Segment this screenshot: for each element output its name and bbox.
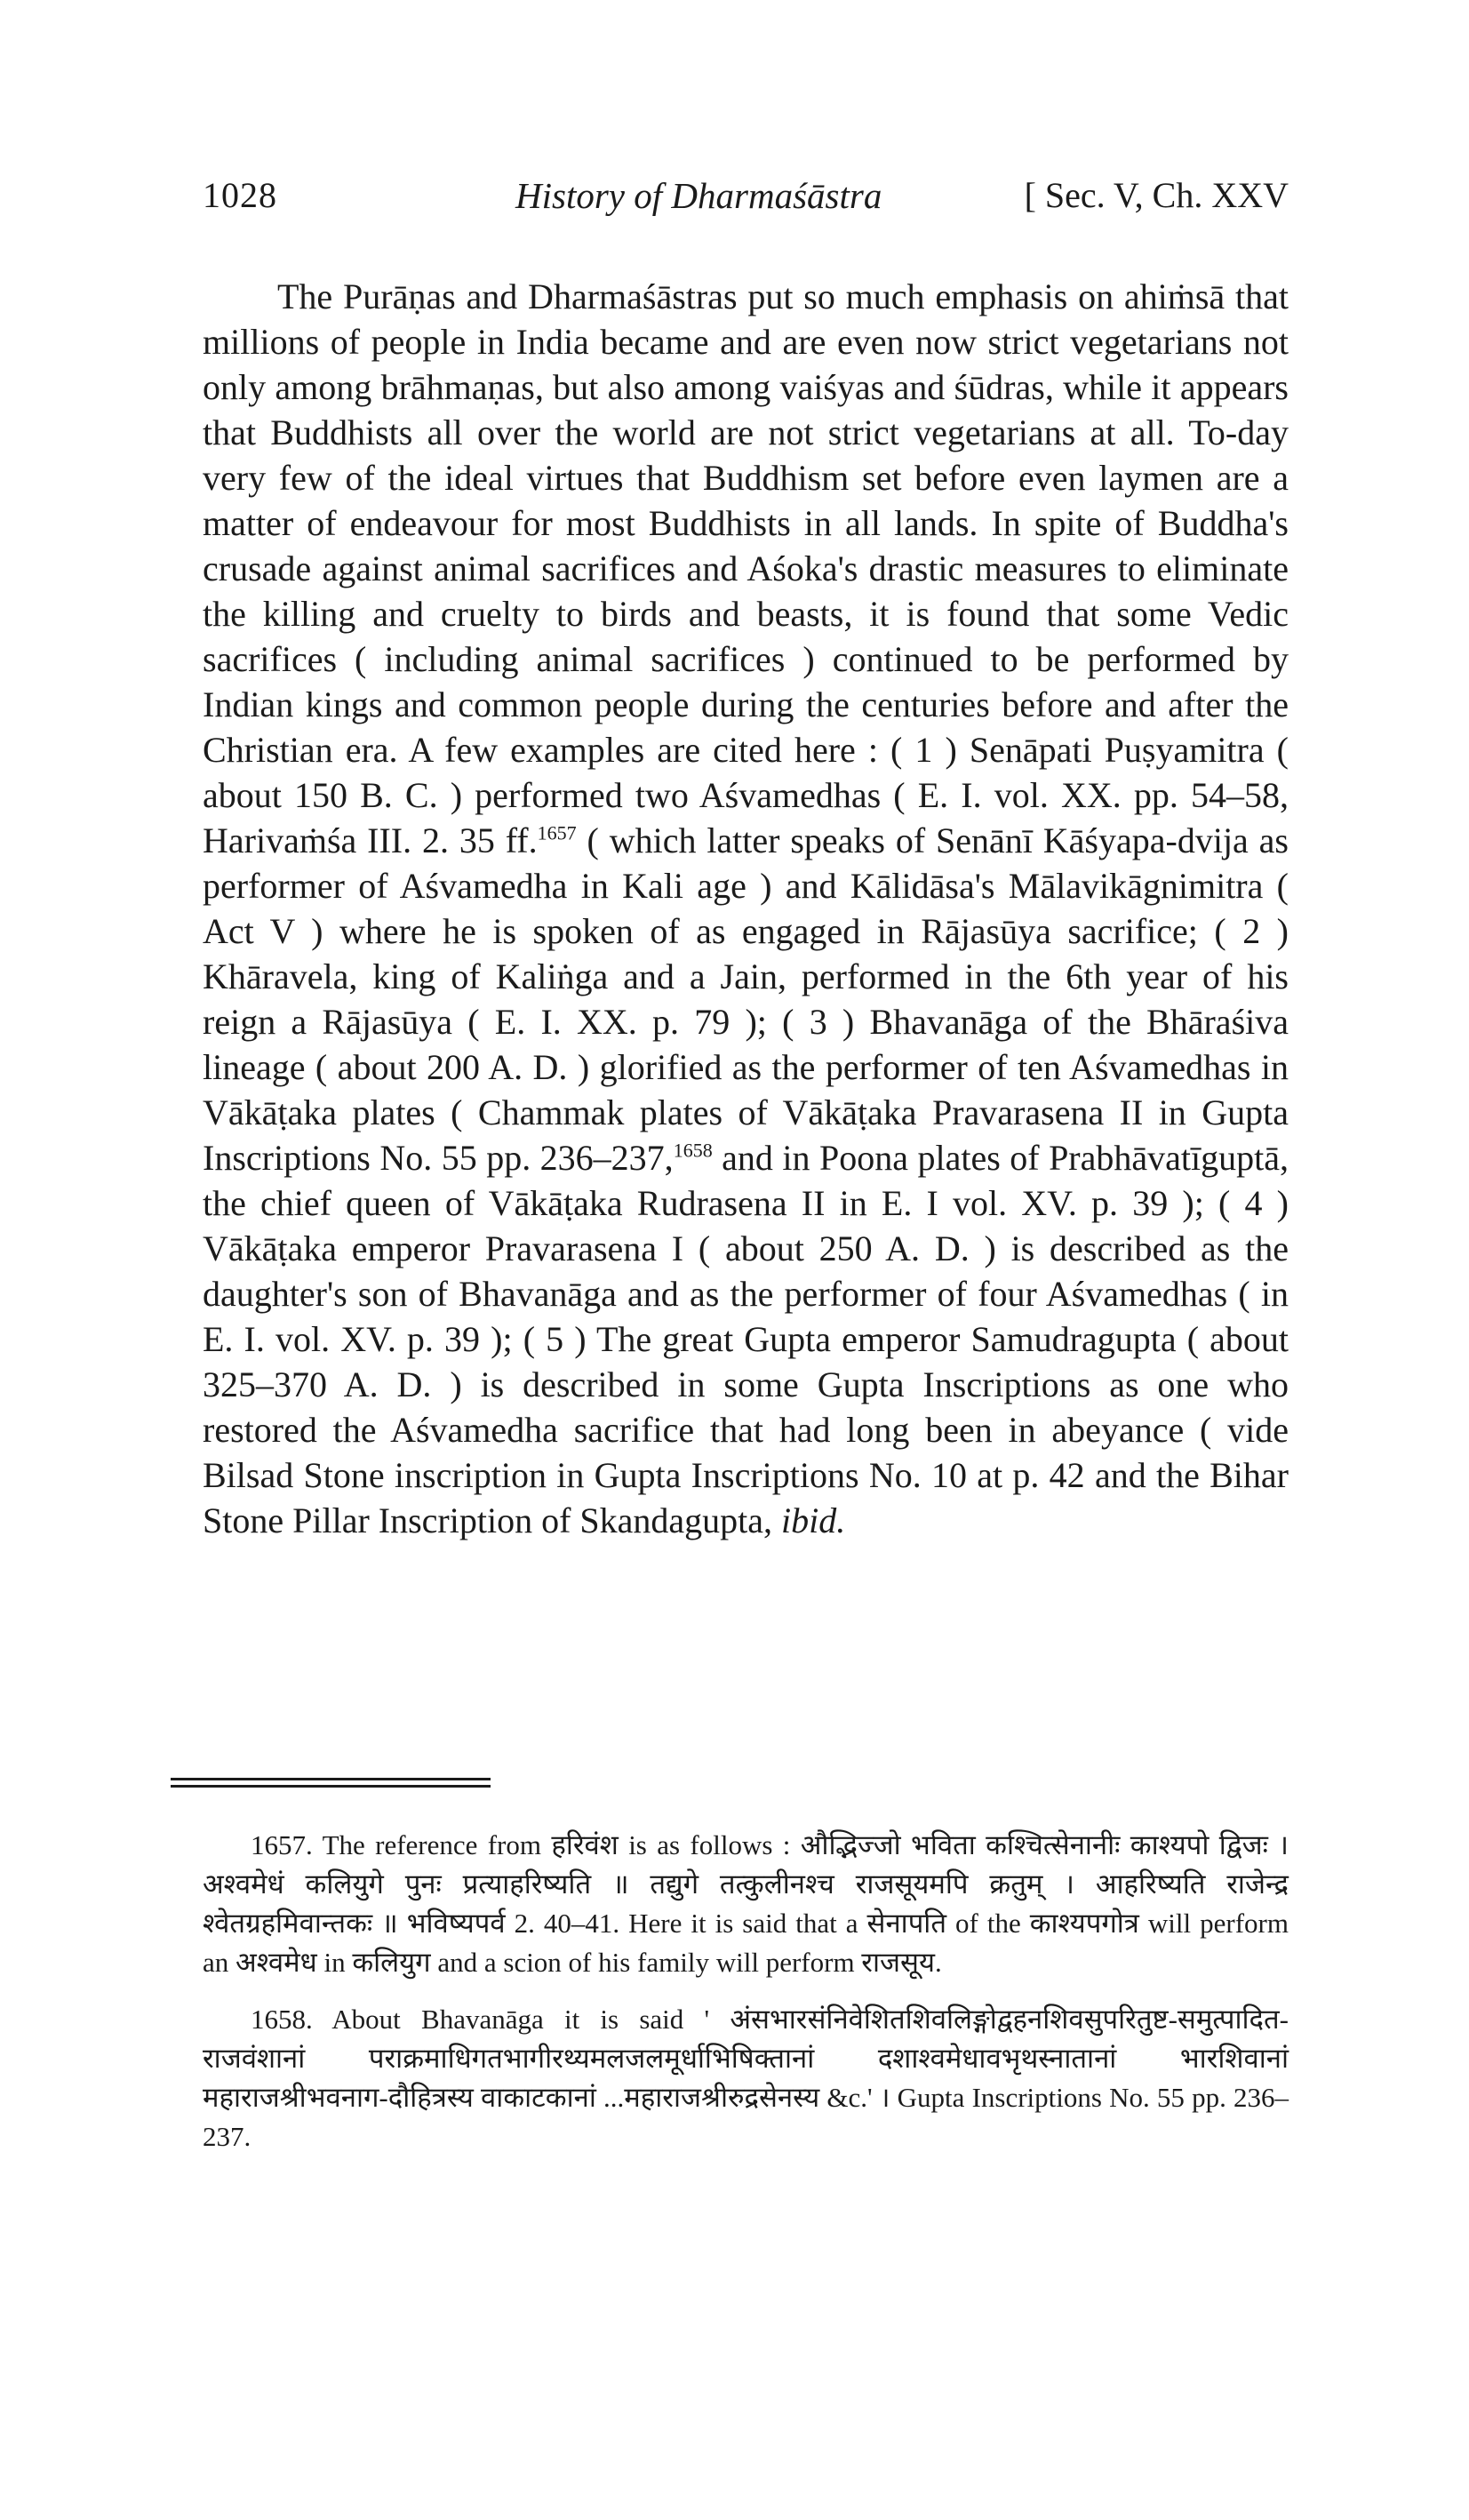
footnote-text: About Bhavanāga it is said ' अंसभारसंनिवेशितशिवलिङ्गोद्वहनशिवसुपरितुष्ट-समुत्पादित-राजवंशानां पराक्रमाधिगतभागीरथ्यमलजलमूर्धाभिषिक्तानां दशाश्वमेधावभृथस्नातानां भारशिवानां महाराजश्रीभवनाग-दौहित्रस्य वाकाटकानां ...महाराजश्रीरुद्रसेनस्य &c.' । Gupta Inscriptions No. 55 pp. 236–237. — [203, 2004, 1289, 2152]
body-text-part-1: The Purāṇas and Dharmaśāstras put so much emphasis on ahiṁsā that millions of people in India became and are even now strict vegetarians not only among brāhmaṇas, but also among vaiśyas and śūdras, while it appears that Buddhists all over the world are not strict vegetarians at all. To-day very few of the ideal virtues that Buddhism set before even laymen are a matter of endeavour for most Buddhists in all lands. In spite of Buddha's crusade against animal sacrifices and Aśoka's drastic measures to eliminate the killing and cruelty to birds and beasts, it is found that some Vedic sacrifices ( including animal sacrifices ) continued to be performed by Indian kings and common people during the centuries before and after the Christian era. A few examples are cited here : ( 1 ) Senāpati Puṣyamitra ( about 150 B. C. ) performed two Aśvamedhas ( E. I. vol. XX. pp. 54–58, Harivaṁśa III. 2. 35 ff. — [203, 276, 1289, 860]
footnote-divider — [171, 1778, 491, 1780]
running-title: History of Dharmaśāstra — [515, 175, 882, 216]
page-number: 1028 — [203, 175, 277, 215]
footnote-reference-1657[interactable]: 1657 — [537, 821, 577, 844]
footnote-text: The reference from हरिवंश is as follows : औद्भिज्जो भविता कश्चित्सेनानीः काश्यपो द्विजः । अश्वमेधं कलियुगे पुनः प्रत्याहरिष्यति ॥ तद्युगे तत्कुलीनश्च राजसूयमपि क्रतुम् । आहरिष्यति राजेन्द्र श्वेतग्रहमिवान्तकः ॥ भविष्यपर्व 2. 40–41. Here it is said that a सेनापति of the काश्यपगोत्र will perform an अश्वमेध in कलियुग and a scion of his family will perform राजसूय. — [203, 1829, 1289, 1978]
body-text-part-2: ( which latter speaks of Senānī Kāśyapa-dvija as performer of Aśvamedha in Kali age ) and Kālidāsa's Mālavikāgnimitra ( Act V ) where he is spoken of as engaged in Rājasūya sacrifice; ( 2 ) Khāravela, king of Kaliṅga and a Jain, performed in the 6th year of his reign a Rājasūya ( E. I. XX. p. 79 ); ( 3 ) Bhavanāga of the Bhāraśiva lineage ( about 200 A. D. ) glorified as the performer of ten Aśvamedhas in Vākāṭaka plates ( Chammak plates of Vākāṭaka Pravarasena II in Gupta Inscriptions No. 55 pp. 236–237, — [203, 820, 1289, 1178]
body-text-part-3: and in Poona plates of Prabhāvatīguptā, the chief queen of Vākāṭaka Rudrasena II in E. I vol. XV. p. 39 ); ( 4 ) Vākāṭaka emperor Pravarasena I ( about 250 A. D. ) is described as the daughter's son of Bhavanāga and as the performer of four Aśvamedhas ( in E. I. vol. XV. p. 39 ); ( 5 ) The great Gupta emperor Samudragupta ( about 325–370 A. D. ) is described in some Gupta Inscriptions as one who restored the Aśvamedha sacrifice that had long been in abeyance ( vide Bilsad Stone inscription in Gupta Inscriptions No. 10 at p. 42 and the Bihar Stone Pillar Inscription of Skandagupta, — [203, 1138, 1289, 1540]
main-text — [203, 274, 1289, 1543]
footnote-number: 1658. — [251, 2004, 313, 2035]
footnote-divider-second — [171, 1785, 491, 1788]
footnote-1657 — [203, 1826, 1289, 1982]
footnote-number: 1657. — [251, 1829, 313, 1860]
section-reference: [ Sec. V, Ch. XXV — [1024, 175, 1289, 215]
footnote-1658 — [203, 2000, 1289, 2156]
ibid-citation: ibid. — [781, 1500, 846, 1540]
body-paragraph — [203, 274, 1289, 1543]
footnote-reference-1658[interactable]: 1658 — [673, 1139, 713, 1162]
running-head — [203, 174, 1289, 228]
footnotes — [203, 1826, 1289, 2174]
